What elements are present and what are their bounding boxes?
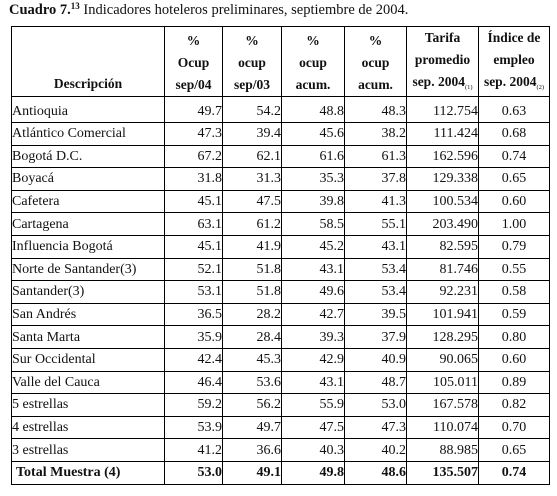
cell-ocup-sep04: 53.1	[165, 281, 223, 304]
table-row	[12, 258, 550, 281]
cell-ocup-acum-2: 48.7	[345, 371, 407, 394]
table-header	[12, 27, 550, 97]
cell-tarifa-promedio: 129.338	[407, 168, 479, 191]
cell-ocup-sep03: 53.6	[223, 371, 282, 394]
cell-indice-empleo: 0.82	[479, 394, 550, 417]
cell-ocup-acum-1: 43.1	[282, 258, 345, 281]
table-row	[12, 235, 550, 258]
cell-ocup-acum-1: 42.7	[282, 303, 345, 326]
cell-ocup-acum-2: 40.9	[345, 348, 407, 371]
cell-ocup-acum-2: 38.2	[345, 123, 407, 146]
row-description: 3 estrellas	[12, 439, 165, 462]
total-row-description: Total Muestra (4)	[12, 461, 165, 484]
cell-ocup-acum-1: 55.9	[282, 394, 345, 417]
caption-text: Indicadores hoteleros preliminares, septiembre de 2004.	[79, 2, 409, 18]
cell-ocup-acum-1: 61.6	[282, 145, 345, 168]
table-row	[12, 371, 550, 394]
cell-ocup-acum-2: 39.5	[345, 303, 407, 326]
row-description: Cartagena	[12, 213, 165, 236]
total-cell-ocup-sep04: 53.0	[165, 461, 223, 484]
header-ocup-sep03: % ocup sep/03	[223, 27, 282, 97]
table-row	[12, 416, 550, 439]
cell-ocup-acum-2: 37.9	[345, 326, 407, 349]
cell-tarifa-promedio: 111.424	[407, 123, 479, 146]
cell-tarifa-promedio: 203.490	[407, 213, 479, 236]
cell-ocup-acum-1: 45.2	[282, 235, 345, 258]
cell-ocup-acum-2: 41.3	[345, 190, 407, 213]
cell-ocup-sep03: 41.9	[223, 235, 282, 258]
cell-ocup-sep04: 36.5	[165, 303, 223, 326]
cell-tarifa-promedio: 101.941	[407, 303, 479, 326]
total-cell-indice-empleo: 0.74	[479, 461, 550, 484]
table-row	[12, 213, 550, 236]
total-cell-ocup-acum-1: 49.8	[282, 461, 345, 484]
cell-ocup-sep04: 41.2	[165, 439, 223, 462]
row-description: Bogotá D.C.	[12, 145, 165, 168]
cell-ocup-acum-2: 43.1	[345, 235, 407, 258]
row-description: Antioquia	[12, 97, 165, 123]
table-row	[12, 145, 550, 168]
row-description: Sur Occidental	[12, 348, 165, 371]
cell-indice-empleo: 0.79	[479, 235, 550, 258]
total-cell-tarifa-promedio: 135.507	[407, 461, 479, 484]
total-cell-ocup-acum-2: 48.6	[345, 461, 407, 484]
cell-ocup-sep04: 59.2	[165, 394, 223, 417]
cell-tarifa-promedio: 105.011	[407, 371, 479, 394]
cell-tarifa-promedio: 100.534	[407, 190, 479, 213]
cell-tarifa-promedio: 92.231	[407, 281, 479, 304]
total-cell-ocup-sep03: 49.1	[223, 461, 282, 484]
header-ocup-acum-2: % ocup acum.	[345, 27, 407, 97]
cell-tarifa-promedio: 128.295	[407, 326, 479, 349]
cell-indice-empleo: 0.89	[479, 371, 550, 394]
cell-indice-empleo: 0.65	[479, 168, 550, 191]
cell-ocup-sep03: 47.5	[223, 190, 282, 213]
header-indice-empleo: Índice de empleo sep. $2004_{(2)}$	[479, 27, 550, 97]
cell-ocup-acum-1: 39.3	[282, 326, 345, 349]
cell-indice-empleo: 0.58	[479, 281, 550, 304]
row-description: 4 estrellas	[12, 416, 165, 439]
cell-ocup-sep03: 54.2	[223, 97, 282, 123]
cell-ocup-acum-1: 48.8	[282, 97, 345, 123]
header-ocup-sep04: % Ocup sep/04	[165, 27, 223, 97]
table-row	[12, 326, 550, 349]
header-tarifa-promedio: Tarifa promedio sep. $2004_{(1)}$	[407, 27, 479, 97]
cell-tarifa-promedio: 110.074	[407, 416, 479, 439]
row-description: San Andrés	[12, 303, 165, 326]
cell-indice-empleo: 0.60	[479, 348, 550, 371]
cell-ocup-sep03: 51.8	[223, 258, 282, 281]
cell-ocup-sep04: 47.3	[165, 123, 223, 146]
row-description: Valle del Cauca	[12, 371, 165, 394]
table-row	[12, 439, 550, 462]
cell-ocup-sep04: 53.9	[165, 416, 223, 439]
cell-ocup-acum-1: 49.6	[282, 281, 345, 304]
row-description: Santa Marta	[12, 326, 165, 349]
cell-ocup-acum-1: 42.9	[282, 348, 345, 371]
cell-ocup-sep04: 42.4	[165, 348, 223, 371]
cell-ocup-sep03: 49.7	[223, 416, 282, 439]
cell-indice-empleo: 0.65	[479, 439, 550, 462]
cell-ocup-sep04: 52.1	[165, 258, 223, 281]
cell-ocup-sep03: 31.3	[223, 168, 282, 191]
cell-ocup-sep03: 39.4	[223, 123, 282, 146]
table-row	[12, 303, 550, 326]
cell-tarifa-promedio: 82.595	[407, 235, 479, 258]
cell-ocup-sep04: 63.1	[165, 213, 223, 236]
cell-ocup-sep03: 62.1	[223, 145, 282, 168]
cell-ocup-acum-2: 37.8	[345, 168, 407, 191]
cell-ocup-sep03: 28.4	[223, 326, 282, 349]
cell-ocup-acum-2: 53.4	[345, 258, 407, 281]
cell-ocup-sep03: 61.2	[223, 213, 282, 236]
cell-ocup-sep03: 36.6	[223, 439, 282, 462]
cell-tarifa-promedio: 167.578	[407, 394, 479, 417]
cell-ocup-acum-2: 47.3	[345, 416, 407, 439]
cell-ocup-sep04: 31.8	[165, 168, 223, 191]
row-description: Influencia Bogotá	[12, 235, 165, 258]
table-row	[12, 123, 550, 146]
table-row	[12, 168, 550, 191]
table-row	[12, 281, 550, 304]
cell-ocup-sep03: 28.2	[223, 303, 282, 326]
table-caption	[9, 2, 549, 19]
total-row	[12, 461, 550, 484]
row-description: 5 estrellas	[12, 394, 165, 417]
cell-indice-empleo: 0.55	[479, 258, 550, 281]
cell-ocup-acum-2: 55.1	[345, 213, 407, 236]
cell-ocup-acum-2: 53.4	[345, 281, 407, 304]
cell-ocup-sep03: 51.8	[223, 281, 282, 304]
cell-tarifa-promedio: 88.985	[407, 439, 479, 462]
cell-indice-empleo: 0.68	[479, 123, 550, 146]
cell-ocup-sep04: 45.1	[165, 190, 223, 213]
cell-ocup-acum-1: 58.5	[282, 213, 345, 236]
note-2: (2)	[536, 84, 545, 91]
row-description: Norte de Santander(3)	[12, 258, 165, 281]
table-row	[12, 190, 550, 213]
hotel-indicators-table	[11, 26, 550, 485]
cell-indice-empleo: 0.80	[479, 326, 550, 349]
cell-ocup-sep04: 45.1	[165, 235, 223, 258]
cell-indice-empleo: 0.63	[479, 97, 550, 123]
cell-tarifa-promedio: 90.065	[407, 348, 479, 371]
row-description: Santander(3)	[12, 281, 165, 304]
cell-ocup-sep04: 35.9	[165, 326, 223, 349]
cell-indice-empleo: 1.00	[479, 213, 550, 236]
cell-tarifa-promedio: 112.754	[407, 97, 479, 123]
caption-lead: Cuadro 7.13	[9, 1, 80, 18]
table-row	[12, 97, 550, 123]
table-row	[12, 348, 550, 371]
cell-ocup-acum-1: 45.6	[282, 123, 345, 146]
cell-indice-empleo: 0.74	[479, 145, 550, 168]
cell-indice-empleo: 0.59	[479, 303, 550, 326]
cell-ocup-acum-2: 48.3	[345, 97, 407, 123]
cell-ocup-acum-1: 39.8	[282, 190, 345, 213]
header-ocup-acum-1: % ocup acum.	[282, 27, 345, 97]
cell-ocup-acum-1: 40.3	[282, 439, 345, 462]
cell-tarifa-promedio: 81.746	[407, 258, 479, 281]
cell-indice-empleo: 0.60	[479, 190, 550, 213]
row-description: Boyacá	[12, 168, 165, 191]
header-description: Descripción	[12, 27, 165, 97]
cell-ocup-acum-2: 53.0	[345, 394, 407, 417]
cell-ocup-sep03: 45.3	[223, 348, 282, 371]
table-row	[12, 394, 550, 417]
cell-ocup-sep04: 49.7	[165, 97, 223, 123]
caption-superscript: 13	[70, 1, 80, 11]
cell-ocup-acum-1: 43.1	[282, 371, 345, 394]
row-description: Atlántico Comercial	[12, 123, 165, 146]
note-1: (1)	[464, 84, 473, 91]
cell-ocup-acum-2: 40.2	[345, 439, 407, 462]
cell-tarifa-promedio: 162.596	[407, 145, 479, 168]
cell-ocup-acum-1: 47.5	[282, 416, 345, 439]
cell-ocup-sep04: 67.2	[165, 145, 223, 168]
cell-ocup-sep03: 56.2	[223, 394, 282, 417]
table-body	[12, 97, 550, 485]
cell-ocup-acum-2: 61.3	[345, 145, 407, 168]
cell-indice-empleo: 0.70	[479, 416, 550, 439]
cell-ocup-sep04: 46.4	[165, 371, 223, 394]
row-description: Cafetera	[12, 190, 165, 213]
cell-ocup-acum-1: 35.3	[282, 168, 345, 191]
